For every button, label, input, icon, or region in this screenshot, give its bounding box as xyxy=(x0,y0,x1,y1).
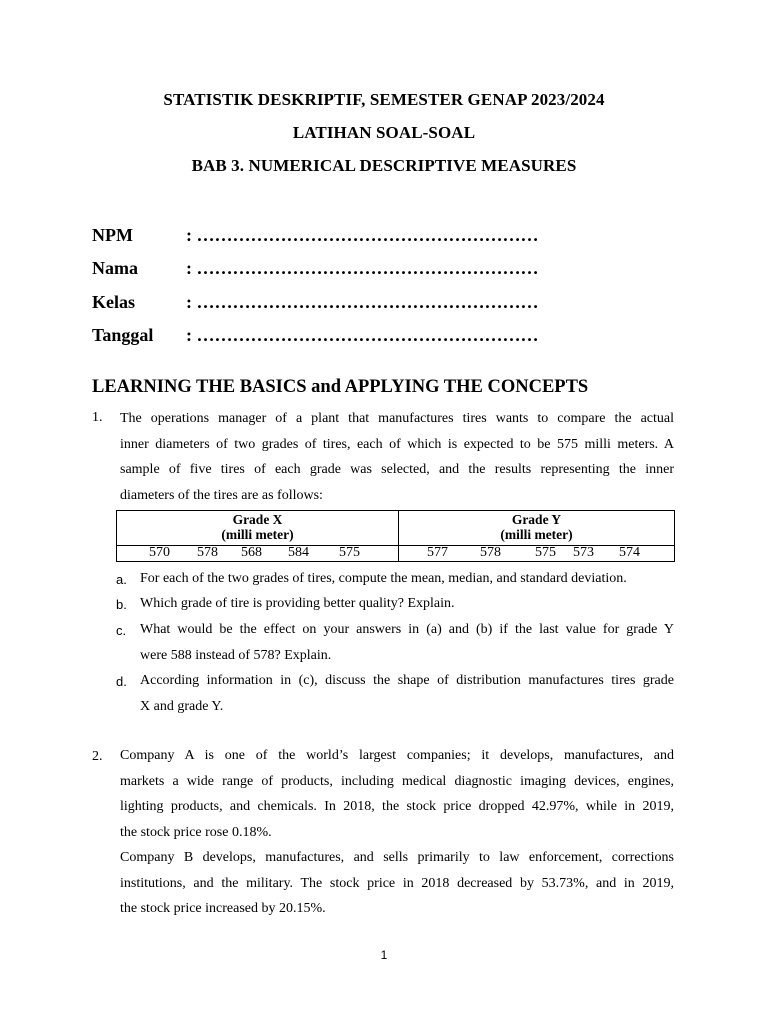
grade-x-value: 570 xyxy=(149,545,170,560)
nama-label: Nama xyxy=(92,258,138,278)
sub-question-b-text xyxy=(140,591,674,617)
sub-question-line: According information in (c), discuss the shape of distribution manufactures tires grade xyxy=(140,673,674,688)
npm-field xyxy=(92,225,539,246)
nama-field xyxy=(92,258,539,279)
question-2-text-company-b xyxy=(120,845,674,922)
exercise-title: LATIHAN SOAL-SOAL xyxy=(292,123,476,142)
sub-question-line: were 588 instead of 578? Explain. xyxy=(140,647,332,663)
grade-x-value: 568 xyxy=(241,545,262,560)
grade-y-unit: (milli meter) xyxy=(500,527,573,542)
tanggal-blank: : ………………………………………………… xyxy=(186,325,539,345)
sub-question-line: For each of the two grades of tires, compute the mean, median, and standard deviation. xyxy=(140,571,627,586)
question-1-line: inner diameters of two grades of tires, each of which is expected to be 575 milli meters. A xyxy=(120,436,674,452)
sub-question-a-text xyxy=(140,566,674,592)
question-1-line: diameters of the tires are as follows: xyxy=(120,487,323,503)
sub-question-c-text xyxy=(140,617,674,668)
question-2-text-company-a xyxy=(120,743,674,845)
grade-x-column xyxy=(117,511,398,561)
question-2-line: the stock price rose 0.18%. xyxy=(120,824,272,840)
grade-y-value: 574 xyxy=(619,545,640,560)
sub-question-b-letter: b. xyxy=(116,597,127,612)
grade-y-column xyxy=(399,511,674,561)
tire-diameter-table xyxy=(116,510,675,562)
sub-question-line: Which grade of tire is providing better quality? Explain. xyxy=(140,596,455,611)
question-2-line: markets a wide range of products, including medical diagnostic imaging devices, engines, xyxy=(120,773,674,789)
question-1-number: 1. xyxy=(92,410,103,425)
npm-label: NPM xyxy=(92,225,133,245)
question-2-line: the stock price increased by 20.15%. xyxy=(120,901,326,916)
chapter-title: BAB 3. NUMERICAL DESCRIPTIVE MEASURES xyxy=(191,156,577,175)
grade-x-header: Grade X xyxy=(232,512,283,527)
npm-blank: : ………………………………………………… xyxy=(186,225,539,245)
grade-y-value: 575 xyxy=(535,545,556,560)
grade-x-unit: (milli meter) xyxy=(221,527,294,542)
sub-question-c-letter: c. xyxy=(116,623,127,638)
question-1-line: The operations manager of a plant that manufactures tires wants to compare the actual xyxy=(120,411,674,426)
nama-blank: : ………………………………………………… xyxy=(186,258,539,278)
sub-question-line: What would be the effect on your answers in (a) and (b) if the last value for grade Y xyxy=(140,622,674,637)
kelas-blank: : ………………………………………………… xyxy=(186,292,539,312)
tanggal-label: Tanggal xyxy=(92,325,154,345)
question-2-number: 2. xyxy=(92,749,103,764)
grade-y-header: Grade Y xyxy=(511,512,562,527)
kelas-field xyxy=(92,292,539,313)
grade-y-value: 573 xyxy=(573,545,594,560)
question-2-line: Company A is one of the world’s largest companies; it develops, manufactures, and xyxy=(120,748,674,763)
question-2-line: lighting products, and chemicals. In 2018, the stock price dropped 42.97%, while in 2019, xyxy=(120,799,674,814)
question-2-line: Company B develops, manufactures, and sells primarily to law enforcement, corrections xyxy=(120,850,674,865)
sub-question-d-text xyxy=(140,668,674,719)
page-number: 1 xyxy=(380,948,388,962)
sub-question-d-letter: d. xyxy=(116,674,127,689)
question-2-line: institutions, and the military. The stock price in 2018 decreased by 53.73%, and in 2019, xyxy=(120,875,674,891)
grade-x-value: 578 xyxy=(197,545,218,560)
course-title: STATISTIK DESKRIPTIF, SEMESTER GENAP 2023/2024 xyxy=(163,90,605,109)
tanggal-field xyxy=(92,325,539,346)
grade-x-value: 575 xyxy=(339,545,360,560)
grade-y-value: 577 xyxy=(427,545,448,560)
sub-question-line: X and grade Y. xyxy=(140,698,224,714)
section-heading: LEARNING THE BASICS and APPLYING THE CONCEPTS xyxy=(92,377,589,397)
sub-question-a-letter: a. xyxy=(116,572,127,587)
question-1-text xyxy=(120,406,674,508)
grade-x-value: 584 xyxy=(288,545,309,560)
question-1-line: sample of five tires of each grade was selected, and the results representing the inner xyxy=(120,462,674,477)
grade-y-value: 578 xyxy=(480,545,501,560)
kelas-label: Kelas xyxy=(92,292,135,312)
